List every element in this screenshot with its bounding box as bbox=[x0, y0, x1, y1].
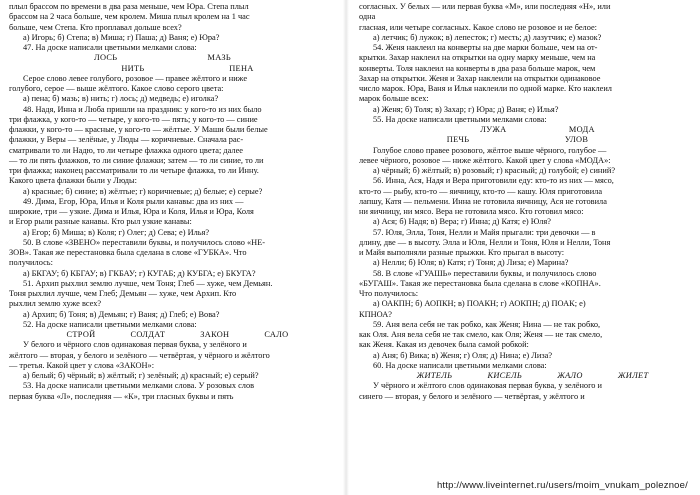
text-line: — то ли пять флажков, то ли синие флажки; затем — то ли синие, то ли bbox=[9, 155, 264, 165]
board-word: ПЕНА bbox=[229, 63, 254, 73]
answer-options: а) красные; б) синие; в) жёлтые; г) коричневые; д) белые; е) серые? bbox=[23, 186, 263, 196]
answer-options: а) Нелли; б) Юля; в) Катя; г) Тоня; д) Лиза; е) Марина? bbox=[373, 258, 569, 268]
text-line: конверты. Толя наклеил на конверты в два раза больше марок, чем bbox=[359, 63, 596, 73]
text-line: одна bbox=[359, 12, 376, 22]
question-53: 53. На доске написали цветными мелками слова. У розовых слов bbox=[23, 381, 255, 391]
text-line: У чёрного и жёлтого слов одинаковая первая буква, у зелёного и bbox=[373, 381, 603, 391]
text-line: рыхлил землю хуже всех? bbox=[9, 299, 102, 309]
text-line: первая буква «Л», последняя — «К», три гласных буквы и пять bbox=[9, 391, 234, 401]
answer-options: а) ОАКПН; б) АОПКН; в) ПОАКН; г) АОКПН; д) ПОАК; е) bbox=[373, 299, 586, 309]
answer-options: а) пена; б) мазь; в) нить; г) лось; д) медведь; е) иголка? bbox=[23, 94, 219, 104]
answer-options: а) Архип; б) Тоня; в) Демьян; г) Ваня; д) Глеб; е) Вова? bbox=[23, 309, 220, 319]
left-page bbox=[0, 0, 342, 495]
question-49: 49. Дима, Егор, Юра, Илья и Коля рыли канавы: два из них — bbox=[23, 196, 244, 206]
board-word: НИТЬ bbox=[121, 63, 145, 73]
text-line: кто-то — рыбу, кто-то — яичницу, кто-то — кашу. Юля приготовила bbox=[359, 186, 603, 196]
answer-options: а) Женя; б) Толя; в) Захар; г) Юра; д) Ваня; е) Илья? bbox=[373, 104, 559, 114]
text-line: получилось: bbox=[9, 258, 53, 268]
question-51: 51. Архип рыхлил землю лучше, чем Тоня; Глеб — хуже, чем Демьян. bbox=[23, 278, 273, 288]
board-word: МАЗЬ bbox=[207, 53, 231, 63]
answer-options: а) Егор; б) Миша; в) Коля; г) Олег; д) Сева; е) Илья? bbox=[23, 227, 210, 237]
text-line: длину, две — в высоту. Элла и Юля, Нелли и Тоня, Юля и Нелли, Тоня bbox=[359, 237, 611, 247]
text-line: сматривали то ли Надю, то ли четыре флажка одного цвета; далее bbox=[9, 145, 243, 155]
text-line: голубого, серое — выше жёлтого. Какое слово серого цвета: bbox=[9, 84, 224, 93]
board-word: ЛУЖА bbox=[480, 125, 507, 134]
text-line: Захар на открытки. Женя и Захар наклеили на открытки одинаковое bbox=[359, 73, 601, 83]
text-line: левее чёрного, розовое — ниже жёлтого. Какой цвет у слова «МОДА»: bbox=[359, 155, 611, 165]
board-word: ЛОСЬ bbox=[94, 53, 118, 63]
text-line: лапшу, Катя — пельмени. Инна не готовила яичницу, Ася не готовила bbox=[359, 196, 607, 206]
text-line: гласная, или четыре согласных. Какое слово не розовое и не белое: bbox=[359, 22, 597, 32]
text-line: «БУГАШ». Такая же перестановка была сделана в слове «КОПНА». bbox=[359, 278, 601, 288]
answer-options: а) БКГАУ; б) КБГАУ; в) ГКБАУ; г) КУГАБ; д) КУБГА; е) БКУГА? bbox=[23, 268, 256, 278]
board-word: ЗАКОН bbox=[200, 330, 230, 339]
question-60: 60. На доске написали цветными мелками слова: bbox=[373, 360, 547, 370]
source-url-watermark: http://www.liveinternet.ru/users/moim_vnukam_poleznoe/ bbox=[436, 479, 688, 491]
answer-options: а) Игорь; б) Степа; в) Миша; г) Паша; д) Ваня; е) Юра? bbox=[23, 32, 220, 42]
text-line: ни яичницу, ни мясо. Вера не готовила мясо. Кто готовил мясо: bbox=[359, 207, 584, 216]
text-line: и Егор рыли разные канавы. Кто рыл узкие канавы: bbox=[9, 217, 192, 227]
board-word: ЖИЛЕТ bbox=[617, 371, 649, 380]
word-row bbox=[359, 371, 686, 381]
word-row bbox=[359, 135, 686, 145]
board-word: МОДА bbox=[568, 125, 595, 134]
word-row bbox=[359, 125, 686, 135]
board-word: ЖИТЕЛЬ bbox=[416, 371, 453, 380]
word-row bbox=[9, 64, 336, 74]
question-56: 56. Инна, Ася, Надя и Вера приготовили еду: кто-то из них — мясо, bbox=[373, 176, 614, 186]
text-line: Голубое слово правее розового, жёлтое выше чёрного, голубое — bbox=[373, 145, 607, 155]
text-line: крытки. Захар наклеил на открытки на одну марку меньше, чем на bbox=[359, 53, 596, 63]
text-line: брассом на 2 часа больше, чем кролем. Миша плыл кролем на 1 час bbox=[9, 12, 250, 22]
text-line: Тоня рыхлил лучше, чем Глеб; Демьян — хуже, чем Архип. Кто bbox=[9, 289, 237, 298]
text-line: как Оля. Аня вела себя не так смело, как Оля; Женя — не так смело, bbox=[359, 330, 603, 339]
question-48: 48. Надя, Инна и Люба пришли на праздник: у кого-то из них было bbox=[23, 104, 262, 114]
text-line: Что получилось: bbox=[359, 289, 419, 298]
answer-options: а) Аня; б) Вика; в) Женя; г) Оля; д) Нина; е) Лиза? bbox=[373, 350, 553, 360]
text-line: и Майя выполняли разные прыжки. Кто прыгал в высоту: bbox=[359, 248, 565, 257]
text-line: больше, чем Степа. Кто проплавал дольше всех? bbox=[9, 22, 182, 32]
question-54: 54. Женя наклеил на конверты на две марки больше, чем на от- bbox=[373, 43, 598, 52]
answer-options: а) чёрный; б) жёлтый; в) розовый; г) красный; д) голубой; е) синий? bbox=[373, 166, 616, 175]
answer-options: а) белый; б) чёрный; в) жёлтый; г) зелёный; д) красный; е) серый? bbox=[23, 371, 259, 380]
text-line: три флажка; наконец рассматривали то ли четыре флажка, то ли Инну. bbox=[9, 166, 259, 175]
text-line: флажки, у кого-то — красные, у кого-то — жёлтые. У Маши были белые bbox=[9, 125, 268, 134]
board-word: КИСЕЛЬ bbox=[487, 371, 523, 380]
text-line: Серое слово левее голубого, розовое — правее жёлтого и ниже bbox=[23, 73, 248, 83]
text-line: — третья. Какой цвет у слова «ЗАКОН»: bbox=[9, 360, 155, 370]
question-59: 59. Аня вела себя не так робко, как Женя; Нина — не так робко, bbox=[373, 319, 601, 329]
text-line: как Женя. Какая из девочек была самой робкой: bbox=[359, 340, 529, 350]
question-57: 57. Юля, Элла, Тоня, Нелли и Майя прыгали: три девочки — в bbox=[373, 227, 596, 237]
board-word: ПЕЧЬ bbox=[446, 135, 470, 145]
text-line: плыл брассом по времени в два раза меньше, чем Юра. Степа плыл bbox=[9, 2, 249, 11]
text-line: жёлтого — вторая, у белого и зелёного — четвёртая, у чёрного и жёлтого bbox=[9, 350, 270, 360]
text-line: марок больше всех: bbox=[359, 94, 429, 104]
text-line: ЗОВ». Такая же перестановка была сделана в слове «ГУБКА». Что bbox=[9, 248, 247, 257]
word-row bbox=[9, 53, 336, 63]
text-line: три флажка, у кого-то — четыре, у кого-то — пять; у кого-то — синие bbox=[9, 114, 258, 124]
text-line: число марок. Юра, Ваня и Илья наклеили по одной марке. Кто наклеил bbox=[359, 84, 612, 93]
board-word: УЛОВ bbox=[564, 135, 589, 145]
book-gutter bbox=[343, 0, 349, 495]
text-line: согласных. У белых — или первая буква «М», или последняя «Н», или bbox=[359, 2, 611, 11]
text-line: флажки, у Веры — зелёные, у Люды — коричневые. Сначала рас- bbox=[9, 135, 244, 145]
text-line: широкие, три — узкие. Дима и Илья, Юра и Коля, Илья и Юра, Коля bbox=[9, 207, 254, 216]
question-58: 58. В слове «ГУАШЬ» переставили буквы, и получилось слово bbox=[373, 268, 597, 278]
board-word: СОЛДАТ bbox=[130, 330, 166, 339]
question-50: 50. В слове «ЗВЕНО» переставили буквы, и получилось слово «НЕ- bbox=[23, 237, 266, 247]
question-47: 47. На доске написали цветными мелками слова: bbox=[23, 43, 197, 52]
text-line: Какого цвета флажки были у Люды: bbox=[9, 176, 137, 186]
question-55: 55. На доске написали цветными мелками слова: bbox=[373, 114, 547, 124]
right-page bbox=[350, 0, 692, 495]
answer-options: а) Ася; б) Надя; в) Вера; г) Инна; д) Катя; е) Юля? bbox=[373, 217, 551, 227]
board-word: ЖАЛО bbox=[557, 371, 583, 380]
board-word: САЛО bbox=[264, 330, 289, 339]
text-line: КПНОА? bbox=[359, 309, 392, 319]
text-line: синего — вторая, у белого и зелёного — четвёртая, у жёлтого и bbox=[359, 391, 585, 401]
text-line: У белого и чёрного слов одинаковая первая буква, у зелёного и bbox=[23, 340, 247, 350]
word-row bbox=[9, 330, 336, 340]
board-word: СТРОЙ bbox=[66, 330, 96, 339]
answer-options: а) летчик; б) лужок; в) лепесток; г) месть; д) лазутчик; е) мазок? bbox=[373, 32, 602, 42]
question-52: 52. На доске написали цветными мелками слова: bbox=[23, 319, 197, 329]
